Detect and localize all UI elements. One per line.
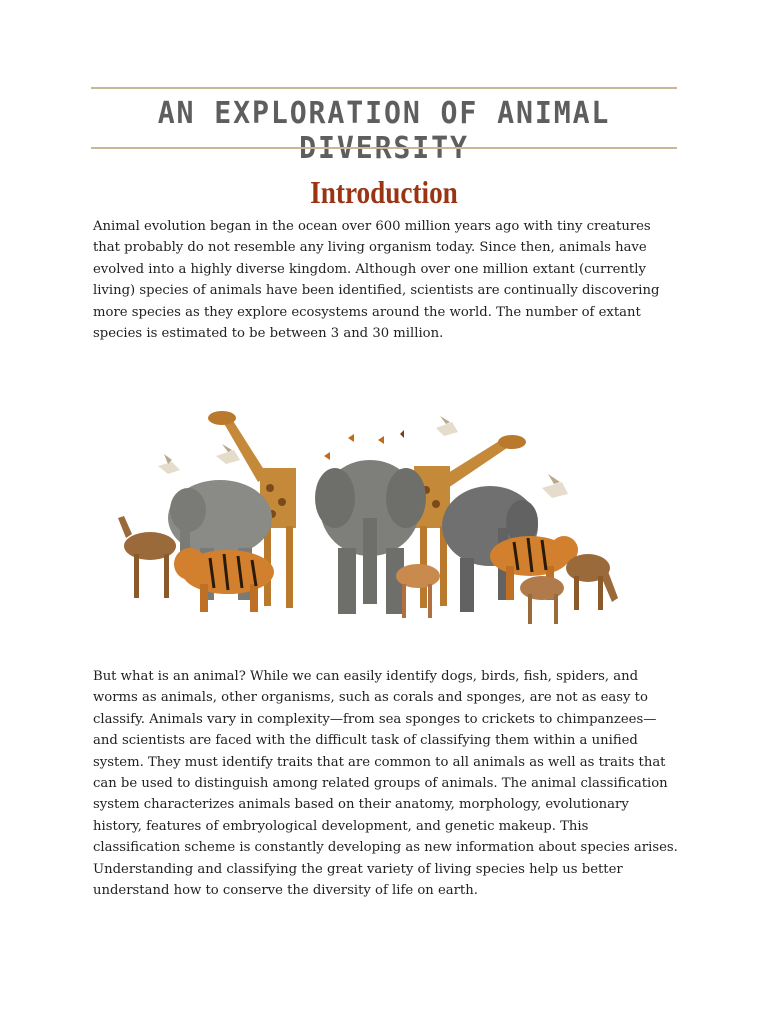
tiger-left xyxy=(174,548,274,612)
intro-paragraph: Animal evolution began in the ocean over 600 million years ago with tiny creatures that probably do not resemble any living organism today. Since then, animals have evolved into a highly diverse kingdom. Although over one million extant (currently living) species of animals have been identified, scientists are continually discovering more species as they explore ecosystems around the world. The number of extant species is estimated to be between 3 and 30 million. xyxy=(93,219,660,342)
deer-center xyxy=(396,564,440,618)
bird-top-right xyxy=(436,416,458,436)
animal-group-illustration xyxy=(110,398,630,632)
elephant-center xyxy=(315,460,426,614)
classification-paragraph: But what is an animal? While we can easily identify dogs, birds, fish, spiders, and worms as animals, other organisms, such as corals and sponges, are not as easy to classify. Animals vary in complexity—from sea sponges to crickets to chimpanzees—and scientists are faced with the difficult task of classifying them within a unified system. They must identify traits that are common to all animals as well as traits that can be used to distinguish among related groups of animals. The animal classification system characterizes animals based on their anatomy, morphology, evolutionary history, features of embryological development, and genetic makeup. This classification scheme is constantly developing as new information about species arises. Understanding and classifying the great variety of living species help us better understand how to conserve the diversity of life on earth. xyxy=(93,669,678,899)
section-heading-introduction: Introduction xyxy=(310,174,458,210)
deer-right xyxy=(520,576,564,624)
document-title: AN EXPLORATION OF ANIMAL DIVERSITY xyxy=(157,96,611,166)
butterflies xyxy=(324,430,404,460)
bird-left xyxy=(158,454,180,474)
title-bottom-rule xyxy=(91,147,677,149)
bird-right xyxy=(542,474,568,498)
deer-far-left xyxy=(118,516,176,598)
bird-left-upper xyxy=(216,444,240,464)
deer-far-right xyxy=(566,554,618,610)
title-top-rule xyxy=(91,87,677,89)
